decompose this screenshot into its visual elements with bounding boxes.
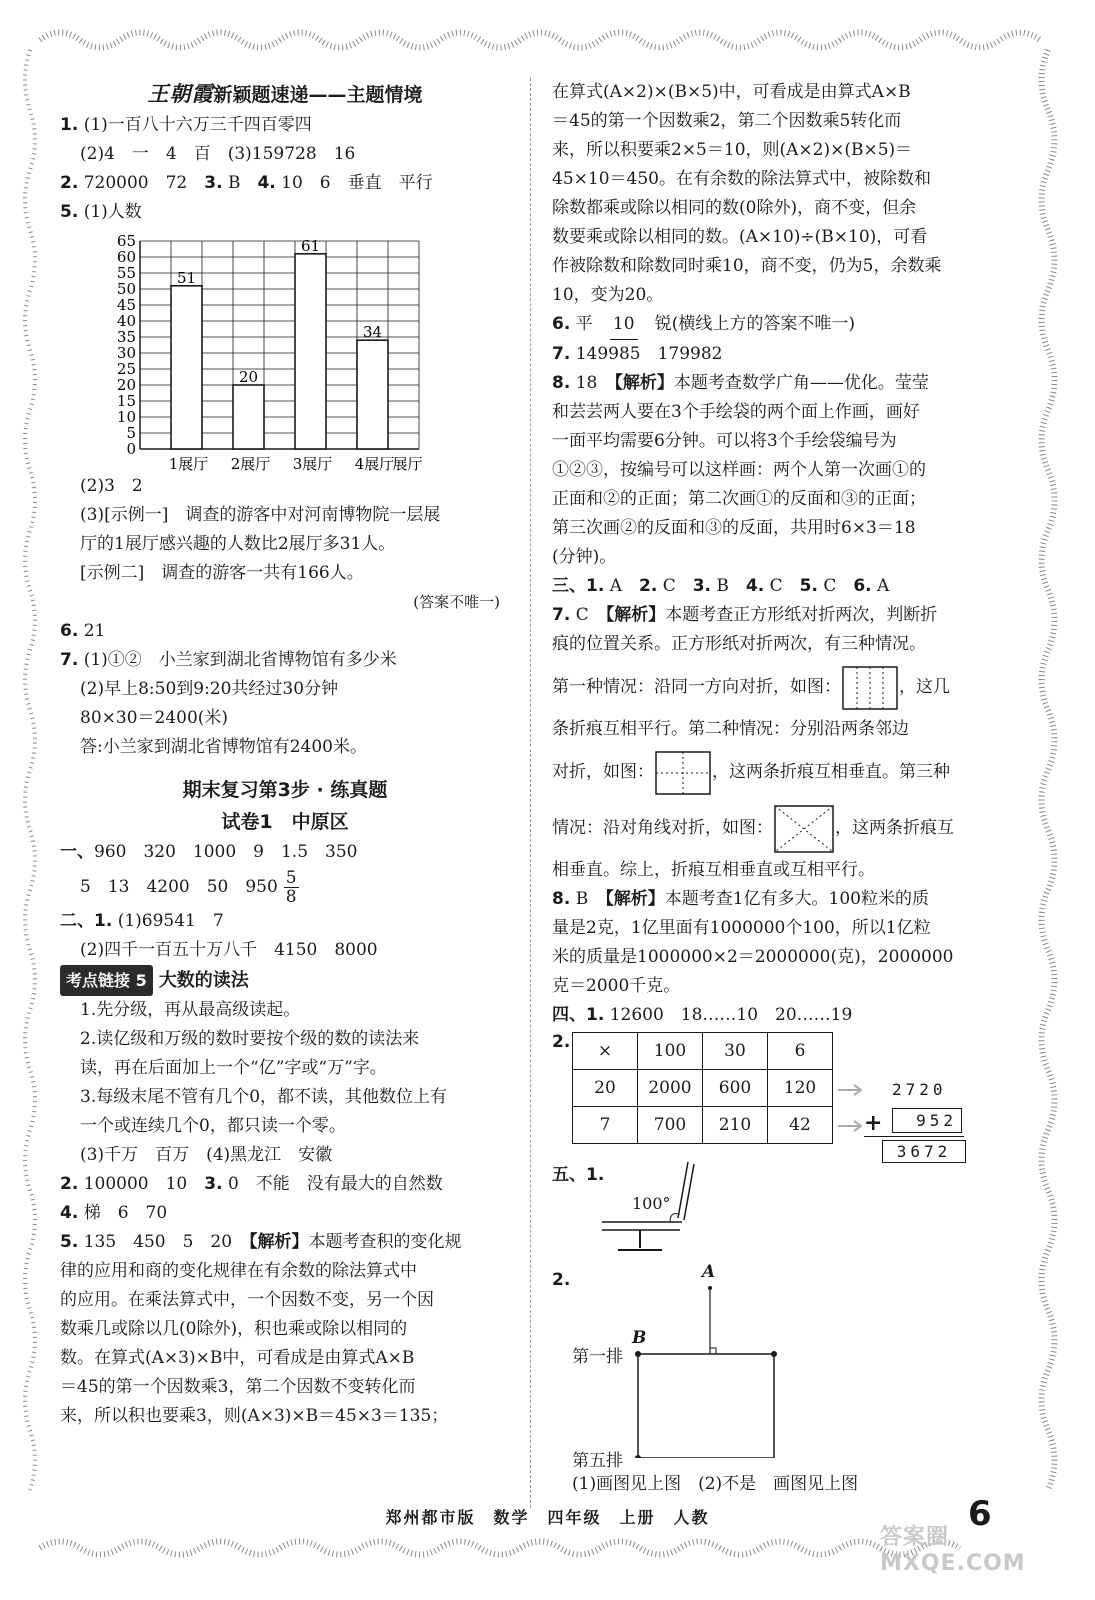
seating-diagram (622, 1278, 862, 1458)
x-tick-label: 2展厅 (230, 455, 271, 472)
s2-1c-answer: (3)千万 百万 (4)黑龙江 安徽 (80, 1145, 333, 1165)
kp-item-2a: 2.读亿级和万级的数时要按个级的数的读法来 (80, 1029, 420, 1049)
analysis-tag: 【解析】 (249, 1232, 309, 1252)
page-number: 6 (968, 1494, 992, 1534)
s3-5-answer: C (823, 576, 837, 596)
fold-diagonal-figure (773, 804, 835, 854)
r-analysis-2: ＝45的第一个因数乘2，第二个因数乘5转化而 (552, 111, 902, 131)
fraction-numerator: 5 (285, 868, 297, 888)
y-tick-label: 20 (116, 376, 136, 394)
y-tick-label: 50 (116, 280, 136, 298)
y-tick-label: 40 (116, 312, 136, 330)
multiplication-table (572, 1032, 833, 1144)
bar-value-label: 51 (176, 268, 197, 287)
bar-value-label: 61 (300, 236, 321, 255)
section-title: 新颖题速递——主题情境 (213, 84, 423, 106)
s3-7-text-6b: ，这两条折痕互 (835, 818, 954, 838)
q5-label: (1)人数 (83, 202, 142, 222)
section-header (60, 78, 510, 111)
q7-line: 7. 149985 179982 (552, 344, 723, 364)
q6-line: 6. 21 (60, 621, 106, 641)
q6-answer-b: 10 (610, 310, 638, 340)
s3-7-text-3a: 第一种情况：沿同一方向对折，如图： (552, 677, 841, 697)
q5-answer-b: (2)3 2 (80, 476, 143, 496)
bar (233, 385, 264, 449)
q7-answer: 149985 179982 (575, 344, 723, 364)
kp-tag: 考点链接 5 (60, 965, 153, 996)
s2-5-analysis-6: ＝45的第一个因数乘3，第二个因数不变转化而 (60, 1377, 416, 1397)
s3-8-analysis-2: 量是2克，1亿里面有1000000个100，所以1亿粒 (552, 918, 931, 938)
s2-1a-answer: (1)69541 7 (117, 911, 224, 931)
s2-5-answer: 135 450 5 20 (83, 1232, 233, 1252)
s2-3-answer: 0 不能 没有最大的自然数 (227, 1174, 443, 1194)
s1-line-a: 一、960 320 1000 9 1.5 350 (60, 842, 358, 862)
r-analysis-1: 在算式(A×2)×(B×5)中，可看成是由算式A×B (552, 82, 911, 102)
addition-rule (864, 1136, 964, 1137)
fraction-denominator: 8 (285, 887, 297, 907)
s3-6-answer: A (877, 576, 890, 596)
y-tick-label: 65 (116, 232, 136, 250)
s2-line-1a: 二、1. (1)69541 7 (60, 911, 224, 931)
table-cell: 7 (573, 1107, 638, 1144)
s3-1-answer: A (609, 576, 622, 596)
q6-answer-c: 锐(横线上方的答案不唯一) (654, 314, 855, 334)
paper-title: 试卷1 中原区 (221, 811, 349, 833)
y-tick-label: 30 (116, 344, 136, 362)
point-b-label: B (632, 1328, 647, 1348)
kp-item-3a: 3.每级末尾不管有几个0，都不读，其他数位上有 (80, 1087, 448, 1107)
s2-line-2-3: 2. 100000 10 3. 0 不能 没有最大的自然数 (60, 1174, 443, 1194)
q5-line: 5. (1)人数 (60, 202, 142, 222)
s4-1-answer: 12600 18……10 20……19 (609, 1005, 853, 1025)
q1-line: 1. (1)一百八十六万三千四百零四 (60, 115, 312, 135)
bar-value-label: 34 (362, 323, 383, 342)
q5-note: (答案不唯一) (413, 593, 500, 611)
s5-1-block (552, 1160, 1002, 1270)
table-cell: × (573, 1033, 638, 1070)
q8-analysis-3: 一面平均需要6分钟。可以将3个手绘袋编号为 (552, 431, 897, 451)
s1-answers-a: 960 320 1000 9 1.5 350 (94, 842, 358, 862)
analysis-tag: 【解析】 (605, 889, 665, 909)
kp-item-1: 1.先分级，再从最高级读起。 (80, 1000, 301, 1020)
left-column (60, 78, 510, 1431)
s2-5-analysis-4: 数乘几或除以几(0除外)，积也乘或除以相同的 (60, 1319, 408, 1339)
q8-analysis-6: 第三次画②的反面和③的反面，共用时6×3＝18 (552, 518, 916, 538)
s1-answers-b: 5 13 4200 50 950 (80, 877, 278, 897)
s4-label: 四、 (552, 1005, 586, 1025)
watermark: 答案圈 MXQE.COM (880, 1525, 1026, 1576)
table-cell: 6 (768, 1033, 833, 1070)
s2-5-analysis-2: 律的应用和商的变化规律在有余数的除法算式中 (60, 1261, 417, 1281)
q2-q4-line: 2. 720000 72 3. B 4. 10 6 垂直 平行 (60, 173, 433, 193)
brand-logo: 王朝霞 (147, 81, 214, 106)
table-cell: 100 (638, 1033, 703, 1070)
r-analysis-7: 作被除数和除数同时乘10，商不变，仍为5，余数乘 (552, 256, 942, 276)
table-cell: 120 (768, 1070, 833, 1107)
q8-answer: 18 (575, 373, 598, 393)
q7-line: 7. (1)①② 小兰家到湖北省博物馆有多少米 (60, 650, 397, 670)
q1-line-b: (2)4 一 4 百 (3)159728 16 (80, 144, 356, 164)
y-tick-label: 55 (116, 264, 136, 282)
s3-8-line: 8. B 【解析】本题考查1亿有多大。100粒米的质 (552, 889, 929, 909)
s2-5-analysis-7: 来，所以积也要乘3，则(A×3)×B＝45×3＝135； (60, 1406, 449, 1426)
y-tick-label: 35 (116, 328, 136, 346)
addition-plus: + (864, 1110, 883, 1136)
table-cell: 30 (703, 1033, 768, 1070)
s5-2-answer: (1)画图见上图 (2)不是 画图见上图 (572, 1474, 859, 1494)
q1-answer-a: (1)一百八十六万三千四百零四 (83, 115, 312, 135)
row1-label: 第一排 (572, 1347, 623, 1367)
fold-perpendicular-figure (654, 750, 712, 796)
bar (295, 254, 326, 449)
q8-analysis-4: ①②③，按编号可以这样画：两个人第一次画①的 (552, 460, 926, 480)
table-cell: 42 (768, 1107, 833, 1144)
s2-4-answer: 梯 6 70 (83, 1203, 168, 1223)
q5-answer-c1: (3)[示例一] 调查的游客中对河南博物院一层展 (80, 505, 441, 525)
bar (171, 286, 202, 449)
analysis-tag: 【解析】 (614, 373, 674, 393)
r-analysis-3: 来，所以积要乘2×5＝10，则(A×2)×(B×5)＝ (552, 140, 913, 160)
table-cell: 210 (703, 1107, 768, 1144)
x-tick-label: 4展厅 (354, 455, 395, 472)
right-column (552, 78, 1002, 1499)
q5-answer-c2: 厅的1展厅感兴趣的人数比2展厅多31人。 (80, 534, 396, 554)
s3-label: 三、 (552, 576, 586, 596)
addition-mid: 952 (892, 1108, 962, 1133)
s3-8-answer: B (575, 889, 589, 909)
point-a-label: A (702, 1262, 716, 1282)
s5-label: 五、1. (552, 1165, 605, 1185)
s3-7-fig3-line (552, 800, 1002, 856)
r-analysis-4: 45×10＝450。在有余数的除法算式中，被除数和 (552, 169, 931, 189)
x-tick-label: 1展厅 (168, 455, 209, 472)
y-tick-label: 60 (116, 248, 136, 266)
q7-answer-c: 80×30＝2400(米) (80, 708, 229, 728)
q8-analysis-7: (分钟)。 (552, 547, 617, 567)
s3-7-analysis-7: 相垂直。综上，折痕互相垂直或互相平行。 (552, 860, 875, 880)
s3-7-fig2-line (552, 744, 1002, 800)
s4-line: 四、1. 12600 18……10 20……19 (552, 1005, 853, 1025)
s3-7-analysis-2: 痕的位置关系。正方形纸对折两次，有三种情况。 (552, 634, 926, 654)
s2-2-answer: 100000 10 (83, 1174, 188, 1194)
q8-analysis-2: 和芸芸两人要在3个手绘袋的两个面上作画，画好 (552, 402, 920, 422)
y-tick-label: 15 (116, 392, 136, 410)
s3-7-text-3b: ，这几 (899, 677, 950, 697)
q6-line: 6. 平 10 锐(横线上方的答案不唯一) (552, 310, 1002, 340)
x-axis-label: 展厅 (392, 455, 423, 472)
q8-analysis-5: 正面和②的正面；第二次画①的反面和③的正面； (552, 489, 926, 509)
q7-answer-d: 答:小兰家到湖北省博物馆有2400米。 (80, 737, 367, 757)
r-analysis-5: 除数都乘或除以相同的数(0除外)，商不变，但余 (552, 198, 917, 218)
bar-chart (65, 227, 445, 472)
bar-value-label: 20 (238, 368, 259, 386)
bar (357, 340, 388, 449)
s3-7-text-5b: ，这两条折痕互相垂直。第三种 (712, 762, 950, 782)
s2-line-4: 4. 梯 6 70 (60, 1203, 168, 1223)
s3-3-answer: B (716, 576, 729, 596)
s2-5-analysis-3: 的应用。在乘法算式中，一个因数不变，另一个因 (60, 1290, 434, 1310)
s2-5-analysis-1: 本题考查积的变化规 (308, 1232, 462, 1252)
s3-8-analysis-1: 本题考查1亿有多大。100粒米的质 (664, 889, 929, 909)
y-tick-label: 25 (116, 360, 136, 378)
s3-2-answer: C (662, 576, 676, 596)
kp-item-3b: 一个或连续几个0，都只读一个零。 (80, 1116, 346, 1136)
s4-2-block (552, 1030, 1002, 1160)
s2-line-5: 5. 135 450 5 20 【解析】本题考查积的变化规 (60, 1232, 462, 1252)
s3-line: 三、1. A 2. C 3. B 4. C 5. C 6. A (552, 576, 890, 596)
r-analysis-6: 数要乘或除以相同的数。(A×10)÷(B×10)，可看 (552, 227, 928, 247)
x-tick-label: 3展厅 (292, 455, 333, 472)
q6-answer-a: 平 (575, 314, 593, 334)
s2-1b-answer: (2)四千一百五十万八千 4150 8000 (80, 940, 378, 960)
q3-answer: B (227, 173, 241, 193)
q7-answer-b: (2)早上8:50到9:20共经过30分钟 (80, 679, 339, 699)
q5-answer-c3: [示例二] 调查的游客一共有166人。 (80, 563, 364, 583)
q4-answer: 10 6 垂直 平行 (281, 173, 433, 193)
column-divider (530, 78, 531, 1508)
q8-line: 8. 18 【解析】本题考查数学广角——优化。莹莹 (552, 373, 929, 393)
table-cell: 600 (703, 1070, 768, 1107)
s3-4-answer: C (769, 576, 783, 596)
fraction (284, 869, 299, 906)
s3-7-fig1-line (552, 659, 1002, 715)
s5-2-label: 2. (552, 1270, 571, 1290)
s3-7-answer: C (575, 605, 589, 625)
y-tick-label: 10 (116, 408, 136, 426)
y-tick-label: 45 (116, 296, 136, 314)
q8-analysis-1: 本题考查数学广角——优化。莹莹 (673, 373, 929, 393)
s3-7-text-5a: 对折，如图： (552, 762, 654, 782)
y-tick-label: 5 (126, 424, 136, 442)
section2-title: 期末复习第3步 · 练真题 (182, 779, 388, 801)
table-cell: 20 (573, 1070, 638, 1107)
kp-item-2b: 读，再在后面加上一个“亿”字或“万”字。 (80, 1058, 387, 1078)
s3-7-analysis-4: 条折痕互相平行。第二种情况：分别沿两条邻边 (552, 719, 909, 739)
table-cell: 2000 (638, 1070, 703, 1107)
y-tick-label: 0 (126, 440, 136, 458)
kp-header (60, 965, 510, 996)
q6-answer: 21 (83, 621, 106, 641)
row5-label: 第五排 (572, 1451, 623, 1471)
fold-parallel-figure (841, 665, 899, 711)
addition-sum: 3672 (882, 1140, 966, 1163)
angle-label: 100° (632, 1194, 671, 1213)
addition-top: 2720 (892, 1080, 947, 1099)
s3-7-line: 7. C 【解析】本题考查正方形纸对折两次，判断折 (552, 605, 938, 625)
s4-2-label: 2. (552, 1032, 571, 1052)
s3-8-analysis-3: 米的质量是1000000×2＝2000000(克)，2000000 (552, 947, 954, 967)
table-cell: 700 (638, 1107, 703, 1144)
analysis-tag: 【解析】 (605, 605, 666, 625)
s3-7-analysis-1: 本题考查正方形纸对折两次，判断折 (665, 605, 938, 625)
s1-line-b (60, 867, 510, 907)
q7-answer-a: (1)①② 小兰家到湖北省博物馆有多少米 (83, 650, 397, 670)
q2-answer: 720000 72 (83, 173, 188, 193)
kp-title: 大数的读法 (158, 970, 249, 991)
s3-8-analysis-4: 克＝2000千克。 (552, 976, 681, 996)
s2-5-analysis-5: 数。在算式(A×3)×B中，可看成是由算式A×B (60, 1348, 415, 1368)
r-analysis-8: 10，变为20。 (552, 285, 664, 305)
s5-2-block (552, 1262, 1002, 1471)
footer-text: 郑州都市版 数学 四年级 上册 人教 (385, 1508, 710, 1527)
s3-7-text-6a: 情况：沿对角线对折，如图： (552, 818, 773, 838)
